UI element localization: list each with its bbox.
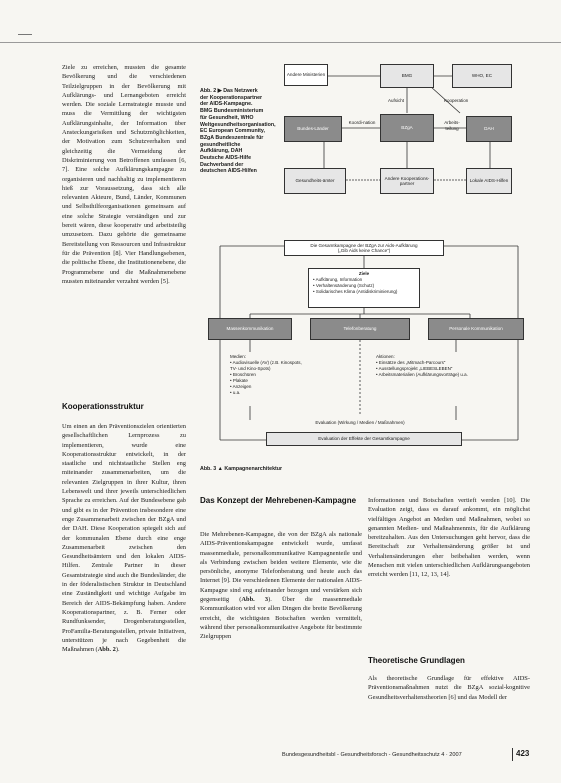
right-paragraph-2: Als theoretische Grundlage für effektive AIDS-Präventionsmaßnahmen nutzt die BZgA sozial-kognitive Gesundheitsverhaltenstheorien [6] und das Modell der	[368, 675, 530, 701]
fig3-personale-kommunikation: Personale Kommunikation	[428, 318, 524, 340]
fig3-telefonberatung: Telefonberatung	[310, 318, 410, 340]
fig3-aktionen-list: Aktionen: • Einsätze des „Mitmach-Parcours“ • Ausstellungsprojekt „LIEBESLEBEN“ • Arbeitsmaterialien (Aufklärungsvorträge) u.a.	[376, 354, 468, 377]
fig3-ziele-box	[308, 268, 420, 308]
figure3-caption: Abb. 3 ▲ Kampagnenarchitektur	[200, 466, 283, 472]
figure-ref-abb3: Abb. 3	[241, 596, 269, 604]
fig3-medien-list: Medien: • Audiovisuelle (AV) (z.B. Kinospots, TV- und Kino-Spots) • Broschüren • Plakate • Anzeigen • u.a.	[230, 354, 302, 395]
box-andere-partner: Andere Kooperations-partner	[380, 168, 434, 194]
journal-footer: Bundesgesundheitsbl - Gesundheitsforsch - Gesundheitsschutz 4 · 2007	[282, 752, 462, 758]
page-number: 423	[516, 749, 530, 758]
fig3-ziele-title: Ziele	[358, 271, 370, 276]
box-dah: DAH	[466, 116, 512, 142]
box-bmg: BMG	[380, 64, 434, 88]
footer-divider	[512, 748, 513, 761]
box-lokale-aids-hilfen: Lokale AIDS-Hilfen	[466, 168, 512, 194]
heading-mehrebenen-kampagne: Das Konzept der Mehrebenen-Kampagne	[200, 496, 357, 505]
top-rule	[0, 42, 561, 43]
right-column-2	[368, 674, 530, 702]
box-andere-ministerien: Andere Ministerien	[284, 64, 328, 86]
left-column-2	[62, 422, 186, 654]
left-paragraph-2: Um einen an den Präventionszielen orientierten gesellschaftlichen Lernprozess zu implementieren, wurde eine Kooperationsstruktur entwickelt, in der staatliche und nichtstaatliche Stellen eng miteinander zusammenarbeiten, um die relevanten Zielgruppen in ihrer Kultur, ihren Lebenswelt und ihrer jeweils unterschiedlichen Sprache zu erreichen. Auf der Bundesebene gab und gibt es in der Prävention insbesondere eine enge Zusammenarbeit zwischen der BZgA und der DAH. Diese Kooperation spiegelt sich auf der kommunalen Ebene durch eine enge Zusammenarbeit zwischen den Gesundheitsämtern und den lokalen AIDS-Hilfen. Zentrale Partner in dieser Gesamtstrategie sind auch die Bundesländer, die in der föderalistischen Struktur in Deutschland eine Zuständigkeit und wichtige Aufgabe im Bereich der AIDS-Bekämpfung haben. Andere Kooperationspartner, z. B. Ferner oder Rundfunksender, Drogenberatungsstellen, ProFamilia-Beratungsstellen, private Initiativen, unterstützen je nach Gegebenheit die Maßnahmen (Abb. 2).	[62, 423, 186, 654]
figure3-campaign-architecture	[200, 226, 530, 454]
box-who-ec: WHO, EC	[452, 64, 512, 88]
middle-column	[200, 530, 362, 642]
figure-ref-abb2: Abb. 2	[97, 646, 116, 654]
fig3-massenkommunikation: Massenkommunikation	[208, 318, 292, 340]
label-arbeitsteilung: Arbeits-teilung	[444, 120, 460, 131]
fig3-title-box: Die Gesamtkampagne der BZgA zur Aids-Aufklärung („Gib Aids keine Chance“)	[284, 240, 444, 256]
box-bzga: BZgA	[380, 114, 434, 142]
fig3-ziele-item: • Solidarisches Klima (Antidiskriminierung)	[313, 289, 398, 294]
middle-paragraph: Die Mehrebenen-Kampagne, die von der BZgA als nationale AIDS-Präventionskampagne entwickelt wurde, umfasst massenmediale, personalkommunikative Kampagnenteile und als Verbindung zwischen beiden weitere Elemente, wie die persönliche, anonyme Telefonberatung und heute auch das Internet [9]. Die verschiedenen Elemente der nationalen AIDS-Kampagne sind eng aufeinander bezogen und verstärken sich gegenseitig (Abb. 3). Über die massenmediale Kommunikation wird vor allen Dingen die breite Bevölkerung erreicht, die wichtigsten Botschaften werden vermittelt, während über personalkommunikative Angebote für bestimmte Zielgruppen	[200, 531, 362, 641]
left-paragraph-1: Ziele zu erreichen, mussten die gesamte Bevölkerung und die verschiedenen Teilzielgruppen in der Bevölkerung mit Aufklärungs- und Lernangeboten erreicht werden. Die soziale Lernstrategie musste und muss die Vermittlung der wichtigsten Aufklärungsinhalte, der Information über Ansteckungsrisiken und Schutzmöglichkeiten, der Motivation zum Schutzverhalten und gleichzeitig die Vermeidung der Diskriminierung von Betroffenen umfassen [6, 7]. Eine solche Aufklärungskampagne zu organisieren und nachhaltig zu implementieren hieß zur Voraussetzung, dass sich alle relevanten Akteure, Bund, Länder, Kommunen und Selbsthilfeorganisationen gemeinsam auf eine solche Strategie verständigen und zur bereit wären, diese kooperativ und arbeitsteilig umzusetzen. Dazu gehörte die gemeinsame Bereitstellung von Ressourcen und Infrastruktur für die Prävention [8]. Vier Handlungsebenen, die politische Ebene, die Institutionenebene, die Programmebene und die Maßnahmenebene mussten miteinander verzahnt werden [5].	[62, 64, 186, 285]
heading-kooperationsstruktur: Kooperationsstruktur	[62, 402, 144, 411]
label-kooperation: Kooperation	[444, 98, 469, 103]
left-column	[62, 63, 186, 286]
box-gesundheitsaemter: Gesundheits-ämter	[284, 168, 346, 194]
corner-mark	[18, 34, 32, 35]
label-aufsicht: Aufsicht	[388, 98, 405, 103]
figure2-network-diagram	[280, 58, 516, 208]
right-paragraph: Informationen und Botschaften vertieft werden [10]. Die Evaluation zeigt, dass es darauf ankommt, ein möglichst vielfältiges Angebot an Medien und Maßnahmen, wobei so genannten Medien- und Maßnahmenmix, für die Aufklärung bereitzuhalten. Aus den Untersuchungen geht hervor, dass die Bereitschaft zur Verhaltensänderung größer ist und Verhaltensänderungen eher beibehalten werden, wenn Menschen mit vielen unterschiedlichen Aufklärungsangeboten erreicht werden [11, 12, 13, 14].	[368, 497, 530, 579]
fig3-ziele-item: • Verhaltensänderung (Schutz)	[313, 283, 375, 288]
figure2-caption: Abb. 2 ▶ Das Netzwerk der Kooperationspartner der AIDS-Kampagne. BMG Bundesministerium für Gesundheit, WHO Weltgesundheitsorganisation, EC European Community, BZgA Bundeszentrale für gesundheitliche Aufklärung, DAH Deutsche AIDS-Hilfe Dachverband der deutschen AIDS-Hilfen	[200, 88, 276, 175]
fig3-evaluation-box: Evaluation der Effekte der Gesamtkampagne	[266, 432, 462, 446]
label-koordination: Koordi-nation	[348, 120, 376, 125]
box-bundeslaender: Bundes-Länder	[284, 116, 342, 142]
heading-theoretische-grundlagen: Theoretische Grundlagen	[368, 656, 465, 665]
right-column	[368, 496, 530, 580]
fig3-evaluation-line: Evaluation (Wirkung / Medien / Maßnahmen)	[315, 420, 405, 425]
fig3-ziele-item: • Aufklärung, Information	[313, 277, 363, 282]
